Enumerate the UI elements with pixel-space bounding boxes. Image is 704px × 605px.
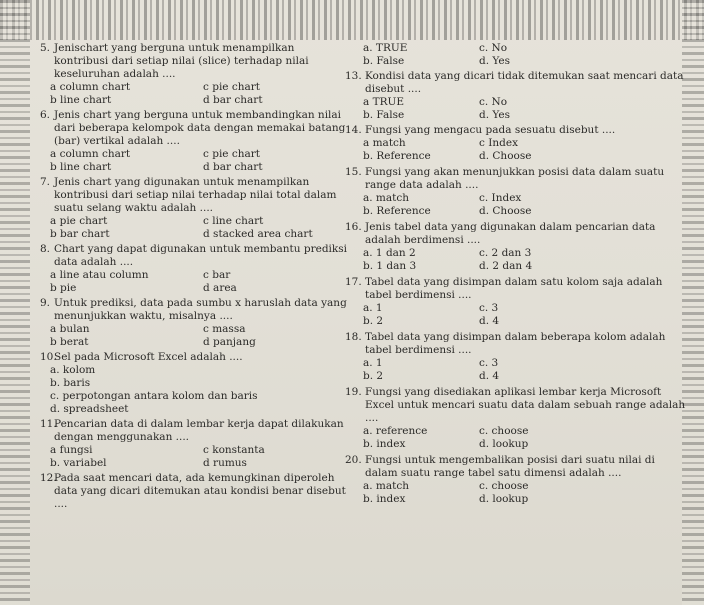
question-number: 5.	[40, 42, 51, 54]
answer-option: b. 2	[363, 370, 384, 382]
question-block	[40, 176, 350, 241]
answer-options	[345, 480, 690, 506]
question-number: 7.	[40, 176, 51, 188]
question-number: 9.	[40, 297, 51, 309]
question-block	[345, 386, 690, 451]
question-block	[345, 124, 690, 163]
question-stem: Sel pada Microsoft Excel adalah ....	[54, 351, 243, 363]
question-text	[40, 176, 350, 215]
question-number: 16.	[345, 221, 362, 233]
answer-option: c. No	[479, 96, 508, 108]
answer-option: b line chart	[50, 161, 112, 173]
answer-option: c. choose	[479, 480, 529, 492]
answer-option: c. No	[479, 42, 508, 54]
answer-option: c konstanta	[203, 444, 265, 456]
question-number: 13.	[345, 70, 362, 82]
answer-options	[40, 323, 350, 349]
answer-option: d bar chart	[203, 94, 263, 106]
answer-option: a TRUE	[363, 96, 405, 108]
question-number: 8.	[40, 243, 51, 255]
answer-options	[345, 137, 690, 163]
answer-option: b. 2	[363, 315, 384, 327]
question-text	[345, 221, 690, 247]
question-text	[40, 109, 350, 148]
answer-options	[345, 96, 690, 122]
answer-option: a. 1	[363, 302, 383, 314]
answer-option: b. False	[363, 109, 405, 121]
question-stem: Tabel data yang disimpan dalam beberapa kolom adalah tabel berdimensi ....	[365, 331, 666, 356]
answer-option: d area	[203, 282, 237, 294]
question-stem: Pencarian data di dalam lembar kerja dapat dilakukan dengan menggunakan ....	[54, 418, 344, 443]
question-text	[40, 472, 350, 511]
answer-option: a. 1	[363, 357, 383, 369]
answer-option: d panjang	[203, 336, 256, 348]
decorative-border-left	[0, 0, 30, 605]
answer-option: b line chart	[50, 94, 112, 106]
question-stem: Fungsi yang disediakan aplikasi lembar kerja Microsoft Excel untuk mencari suatu data dalam sebuah range adalah ....	[365, 386, 686, 424]
question-stem: Jenis tabel data yang digunakan dalam pencarian data adalah berdimensi ....	[365, 221, 656, 246]
answer-option: a. reference	[363, 425, 428, 437]
answer-option: d. Yes	[479, 55, 511, 67]
answer-option: a column chart	[50, 81, 131, 93]
answer-option: c pie chart	[203, 148, 260, 160]
question-number: 18.	[345, 331, 362, 343]
question-stem: Fungsi yang akan menunjukkan posisi data dalam suatu range data adalah ....	[365, 166, 665, 191]
question-text	[345, 166, 690, 192]
answer-option: b bar chart	[50, 228, 110, 240]
answer-option: d. 2 dan 4	[479, 260, 533, 272]
answer-options	[40, 148, 350, 174]
answer-options	[345, 192, 690, 218]
answer-option: c. Index	[479, 192, 522, 204]
answer-option: c. 3	[479, 357, 499, 369]
question-number: 14.	[345, 124, 362, 136]
answer-option: c Index	[479, 137, 518, 149]
question-stem: Jenis chart yang berguna untuk membandingkan nilai dari beberapa kelompok data dengan memakai batang (bar) vertikal adalah ....	[54, 109, 346, 147]
answer-option: b. index	[363, 438, 406, 450]
answer-option: d bar chart	[203, 161, 263, 173]
answer-option: c line chart	[203, 215, 264, 227]
answer-option: c. choose	[479, 425, 529, 437]
question-block	[345, 70, 690, 122]
question-block	[40, 418, 350, 470]
answer-option: a bulan	[50, 323, 90, 335]
question-stem: Fungsi yang mengacu pada sesuatu disebut ....	[365, 124, 616, 136]
question-number: 10.	[40, 351, 57, 363]
answer-option: c. perpotongan antara kolom dan baris	[50, 390, 258, 402]
answer-option: d. Choose	[479, 205, 532, 217]
answer-option: a. match	[363, 192, 410, 204]
answer-options	[345, 302, 690, 328]
answer-option: b berat	[50, 336, 89, 348]
answer-options	[40, 81, 350, 107]
answer-option: b. variabel	[50, 457, 107, 469]
answer-option: c massa	[203, 323, 246, 335]
question-block	[40, 42, 350, 107]
answer-options	[345, 425, 690, 451]
question-block	[345, 221, 690, 273]
question-text	[345, 276, 690, 302]
answer-option: a pie chart	[50, 215, 108, 227]
question-block	[345, 331, 690, 383]
question-text	[40, 297, 350, 323]
question-stem: Chart yang dapat digunakan untuk membantu prediksi data adalah ....	[54, 243, 348, 268]
answer-options	[40, 444, 350, 470]
question-block	[40, 243, 350, 295]
question-block	[40, 472, 350, 511]
answer-option: d. spreadsheet	[50, 403, 129, 415]
answer-options	[40, 215, 350, 241]
answer-option: b. baris	[50, 377, 91, 389]
answer-option: a. match	[363, 480, 410, 492]
answer-option: c pie chart	[203, 81, 260, 93]
decorative-border-top	[0, 0, 704, 40]
answer-option: a. kolom	[50, 364, 96, 376]
question-stem: Jenis chart yang digunakan untuk menampilkan kontribusi dari setiap nilai terhadap nilai total dalam suatu selang waktu adalah ....	[54, 176, 337, 214]
question-stem: Fungsi untuk mengembalikan posisi dari suatu nilai di dalam suatu range tabel satu dimensi adalah ....	[365, 454, 655, 479]
question-text	[40, 351, 350, 364]
answer-options	[345, 42, 690, 68]
question-block	[345, 276, 690, 328]
question-number: 12.	[40, 472, 57, 484]
question-number: 15.	[345, 166, 362, 178]
answer-options	[345, 247, 690, 273]
answer-option: b. Reference	[363, 205, 431, 217]
answer-option: d. Choose	[479, 150, 532, 162]
right-column	[345, 42, 690, 506]
question-text	[345, 386, 690, 425]
question-stem: Untuk prediksi, data pada sumbu x haruslah data yang menunjukkan waktu, misalnya ....	[54, 297, 347, 322]
answer-option: a fungsi	[50, 444, 93, 456]
question-text	[40, 243, 350, 269]
answer-option: a column chart	[50, 148, 131, 160]
answer-option: d. 4	[479, 370, 500, 382]
question-stem: Kondisi data yang dicari tidak ditemukan saat mencari data disebut ....	[365, 70, 684, 95]
answer-option: b pie	[50, 282, 77, 294]
question-number: 11.	[40, 418, 57, 430]
answer-option: a line atau column	[50, 269, 149, 281]
answer-option: b. False	[363, 55, 405, 67]
answer-options	[40, 364, 350, 416]
question-number: 17.	[345, 276, 362, 288]
answer-option: d rumus	[203, 457, 247, 469]
question-number: 19.	[345, 386, 362, 398]
question-stem: Pada saat mencari data, ada kemungkinan diperoleh data yang dicari ditemukan atau kondisi benar disebut ....	[54, 472, 346, 510]
answer-option: d. lookup	[479, 493, 529, 505]
answer-option: b. 1 dan 3	[363, 260, 417, 272]
question-text	[345, 124, 690, 137]
answer-option: d. 4	[479, 315, 500, 327]
question-number: 6.	[40, 109, 51, 121]
question-text	[345, 454, 690, 480]
left-column	[40, 42, 350, 511]
question-stem: Jenischart yang berguna untuk menampilkan kontribusi dari setiap nilai (slice) terhadap nilai keseluruhan adalah ....	[54, 42, 309, 80]
answer-option: b. index	[363, 493, 406, 505]
question-block	[40, 297, 350, 349]
question-block	[345, 454, 690, 506]
answer-option: d. lookup	[479, 438, 529, 450]
answer-option: a. 1 dan 2	[363, 247, 416, 259]
answer-options	[345, 357, 690, 383]
answer-option: c. 2 dan 3	[479, 247, 532, 259]
question-block	[345, 42, 690, 68]
question-block	[345, 166, 690, 218]
answer-option: a match	[363, 137, 406, 149]
question-text	[40, 418, 350, 444]
answer-option: b. Reference	[363, 150, 431, 162]
answer-option: d. Yes	[479, 109, 511, 121]
question-number: 20.	[345, 454, 362, 466]
question-block	[40, 109, 350, 174]
answer-option: d stacked area chart	[203, 228, 313, 240]
question-text	[345, 70, 690, 96]
answer-option: c. 3	[479, 302, 499, 314]
question-text	[40, 42, 350, 81]
answer-option: c bar	[203, 269, 231, 281]
question-text	[345, 331, 690, 357]
question-block	[40, 351, 350, 416]
answer-options	[40, 269, 350, 295]
question-stem: Tabel data yang disimpan dalam satu kolom saja adalah tabel berdimensi ....	[365, 276, 663, 301]
answer-option: a. TRUE	[363, 42, 408, 54]
